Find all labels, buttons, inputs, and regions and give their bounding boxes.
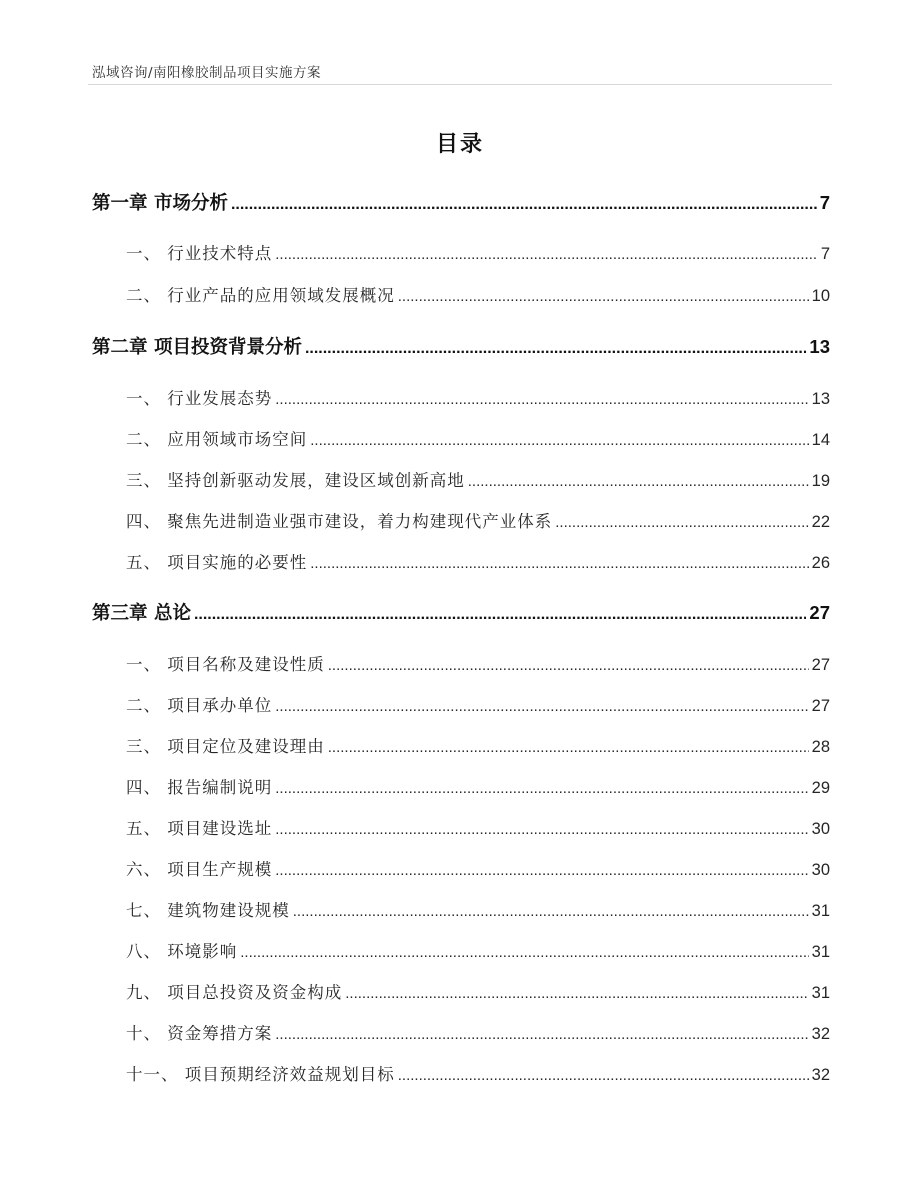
toc-entry-label: 四、 聚焦先进制造业强市建设，着力构建现代产业体系: [126, 512, 553, 531]
toc-dot-leader: [275, 698, 808, 715]
toc-page-number: 13: [809, 336, 830, 357]
toc-entry-label: 七、 建筑物建设规模: [126, 901, 290, 920]
toc-dot-leader: [398, 1067, 809, 1084]
toc-dot-leader: [240, 944, 808, 961]
toc-dot-leader: [275, 1026, 808, 1043]
toc-section-entry[interactable]: [126, 692, 830, 716]
toc-page-number: 26: [811, 554, 830, 572]
toc-page-number: 30: [811, 861, 830, 879]
toc-chapter-entry[interactable]: [92, 189, 830, 215]
toc-dot-leader: [275, 391, 808, 408]
toc-entry-label: 二、 项目承办单位: [126, 696, 273, 715]
toc-section-entry[interactable]: [126, 979, 830, 1003]
toc-dot-leader: [310, 555, 808, 572]
toc-page-number: 29: [811, 779, 830, 797]
toc-entry-label: 八、 环境影响: [126, 942, 238, 961]
toc-entry-label: 五、 项目建设选址: [126, 819, 273, 838]
toc-section-entry[interactable]: [126, 426, 830, 450]
toc-page-number: 22: [811, 513, 830, 531]
toc-entry-label: 十、 资金筹措方案: [126, 1024, 273, 1043]
toc-section-entry[interactable]: [126, 651, 830, 675]
toc-chapter-entry[interactable]: [92, 333, 830, 359]
header-divider: [88, 84, 832, 85]
toc-entry-label: 第一章 市场分析: [92, 193, 228, 214]
toc-section-entry[interactable]: [126, 938, 830, 962]
toc-dot-leader: [275, 821, 808, 838]
toc-entry-label: 二、 行业产品的应用领域发展概况: [126, 286, 395, 305]
toc-section-entry[interactable]: [126, 1061, 830, 1085]
toc-dot-leader: [328, 657, 809, 674]
toc-section-entry[interactable]: [126, 897, 830, 921]
toc-section-entry[interactable]: [126, 733, 830, 757]
toc-dot-leader: [275, 862, 808, 879]
toc-dot-leader: [275, 246, 818, 263]
toc-title: 目录: [435, 132, 484, 157]
toc-section-entry[interactable]: [126, 856, 830, 880]
toc-dot-leader: [328, 739, 809, 756]
toc-page-number: 14: [811, 431, 830, 449]
toc-entry-label: 九、 项目总投资及资金构成: [126, 983, 343, 1002]
toc-dot-leader: [310, 432, 808, 449]
toc-page-number: 28: [811, 738, 830, 756]
toc-page-number: 30: [811, 820, 830, 838]
toc-entry-label: 一、 项目名称及建设性质: [126, 655, 325, 674]
toc-page-number: 7: [819, 192, 830, 213]
toc-entry-label: 第二章 项目投资背景分析: [92, 337, 302, 358]
toc-page-number: 7: [820, 245, 830, 263]
toc-dot-leader: [231, 196, 817, 214]
toc-dot-leader: [555, 514, 808, 531]
toc-entry-label: 三、 项目定位及建设理由: [126, 737, 325, 756]
toc-dot-leader: [468, 473, 809, 490]
toc-page-number: 31: [811, 943, 830, 961]
toc-entry-label: 十一、 项目预期经济效益规划目标: [126, 1065, 395, 1084]
toc-page-number: 13: [811, 390, 830, 408]
toc-page-number: 31: [811, 902, 830, 920]
toc-page-number: 27: [811, 656, 830, 674]
running-header: 泓域咨询/南阳橡胶制品项目实施方案: [92, 65, 322, 81]
toc-dot-leader: [293, 903, 809, 920]
toc-dot-leader: [194, 606, 806, 624]
toc-section-entry[interactable]: [126, 282, 830, 306]
toc-entry-label: 一、 行业技术特点: [126, 244, 273, 263]
toc-page-number: 27: [811, 697, 830, 715]
toc-dot-leader: [398, 288, 809, 305]
toc-page-number: 31: [811, 984, 830, 1002]
toc-dot-leader: [275, 780, 808, 797]
toc-page-number: 10: [811, 287, 830, 305]
toc-dot-leader: [345, 985, 808, 1002]
toc-entry-label: 二、 应用领域市场空间: [126, 430, 308, 449]
toc-section-entry[interactable]: [126, 549, 830, 573]
toc-section-entry[interactable]: [126, 240, 830, 264]
toc-section-entry[interactable]: [126, 385, 830, 409]
toc-entry-label: 三、 坚持创新驱动发展，建设区域创新高地: [126, 471, 465, 490]
toc-entry-label: 六、 项目生产规模: [126, 860, 273, 879]
toc-entry-label: 第三章 总论: [92, 603, 191, 624]
toc-section-entry[interactable]: [126, 467, 830, 491]
toc-section-entry[interactable]: [126, 815, 830, 839]
toc-section-entry[interactable]: [126, 1020, 830, 1044]
toc-page-number: 32: [811, 1066, 830, 1084]
toc-page-number: 32: [811, 1025, 830, 1043]
toc-chapter-entry[interactable]: [92, 599, 830, 625]
toc-section-entry[interactable]: [126, 508, 830, 532]
toc-dot-leader: [305, 340, 806, 358]
toc-entry-label: 一、 行业发展态势: [126, 389, 273, 408]
toc-page-number: 19: [811, 472, 830, 490]
toc-page-number: 27: [809, 602, 830, 623]
toc-entry-label: 五、 项目实施的必要性: [126, 553, 308, 572]
toc-section-entry[interactable]: [126, 774, 830, 798]
toc-entry-label: 四、 报告编制说明: [126, 778, 273, 797]
